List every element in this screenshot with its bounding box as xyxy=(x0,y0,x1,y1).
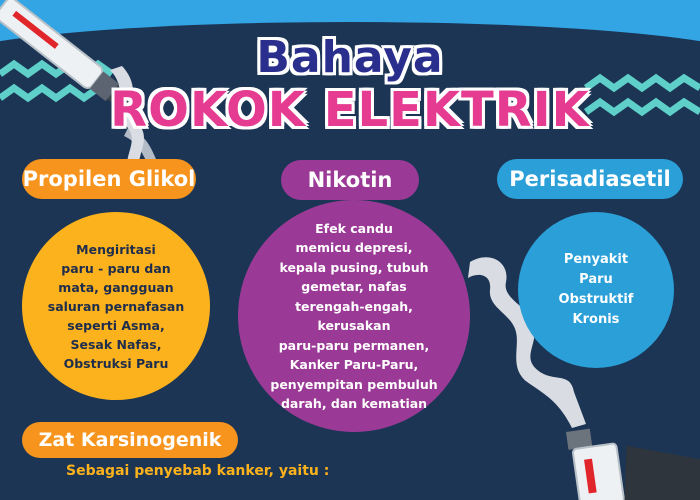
title-line1: Bahaya xyxy=(256,32,444,83)
e-cigarette-icon-bottom xyxy=(566,414,700,500)
text-line: mata, gangguan xyxy=(58,279,174,295)
text-line: Obstruksi Paru xyxy=(63,355,169,371)
text-line: Paru xyxy=(579,272,613,287)
text-line: Obstruktif xyxy=(558,292,634,307)
text-line: kepala pusing, tubuh xyxy=(279,259,429,275)
zat-karsinogenik-intro: Sebagai penyebab kanker, yaitu : xyxy=(66,463,330,479)
text-line: Penyakit xyxy=(563,252,629,267)
propilen-glikol-circle xyxy=(22,212,210,400)
nikotin-circle xyxy=(238,200,470,432)
zat-karsinogenik-heading: Zat Karsinogenik xyxy=(22,422,238,458)
text-line: paru - paru dan xyxy=(61,260,171,276)
text-line: Sesak Nafas, xyxy=(70,336,162,352)
nikotin-heading: Nikotin xyxy=(281,160,419,200)
text-line: penyempitan pembuluh xyxy=(270,376,438,392)
propilen-glikol-heading: Propilen Glikol xyxy=(22,159,196,199)
text-line: darah, dan kematian xyxy=(280,396,428,411)
text-line: gemetar, nafas xyxy=(301,279,407,294)
text-line: Kronis xyxy=(572,312,620,327)
text-line: Efek candu xyxy=(315,220,393,236)
propilen-glikol-text xyxy=(48,240,184,373)
text-line: seperti Asma, xyxy=(67,317,165,333)
perisadiasetil-text xyxy=(559,250,634,330)
perisadiasetil-heading: Perisadiasetil xyxy=(497,159,683,199)
text-line: terengah-engah, kerusakan xyxy=(295,298,413,333)
text-line: Kanker Paru-Paru, xyxy=(289,357,419,372)
nikotin-text xyxy=(260,219,448,414)
text-line: saluran pernafasan xyxy=(47,298,185,314)
text-line: Mengiritasi xyxy=(76,241,156,257)
perisadiasetil-circle xyxy=(518,212,674,368)
title-line2: ROKOK ELEKTRIK xyxy=(110,82,590,138)
text-line: memicu depresi, xyxy=(295,240,413,255)
text-line: paru-paru permanen, xyxy=(278,337,430,353)
